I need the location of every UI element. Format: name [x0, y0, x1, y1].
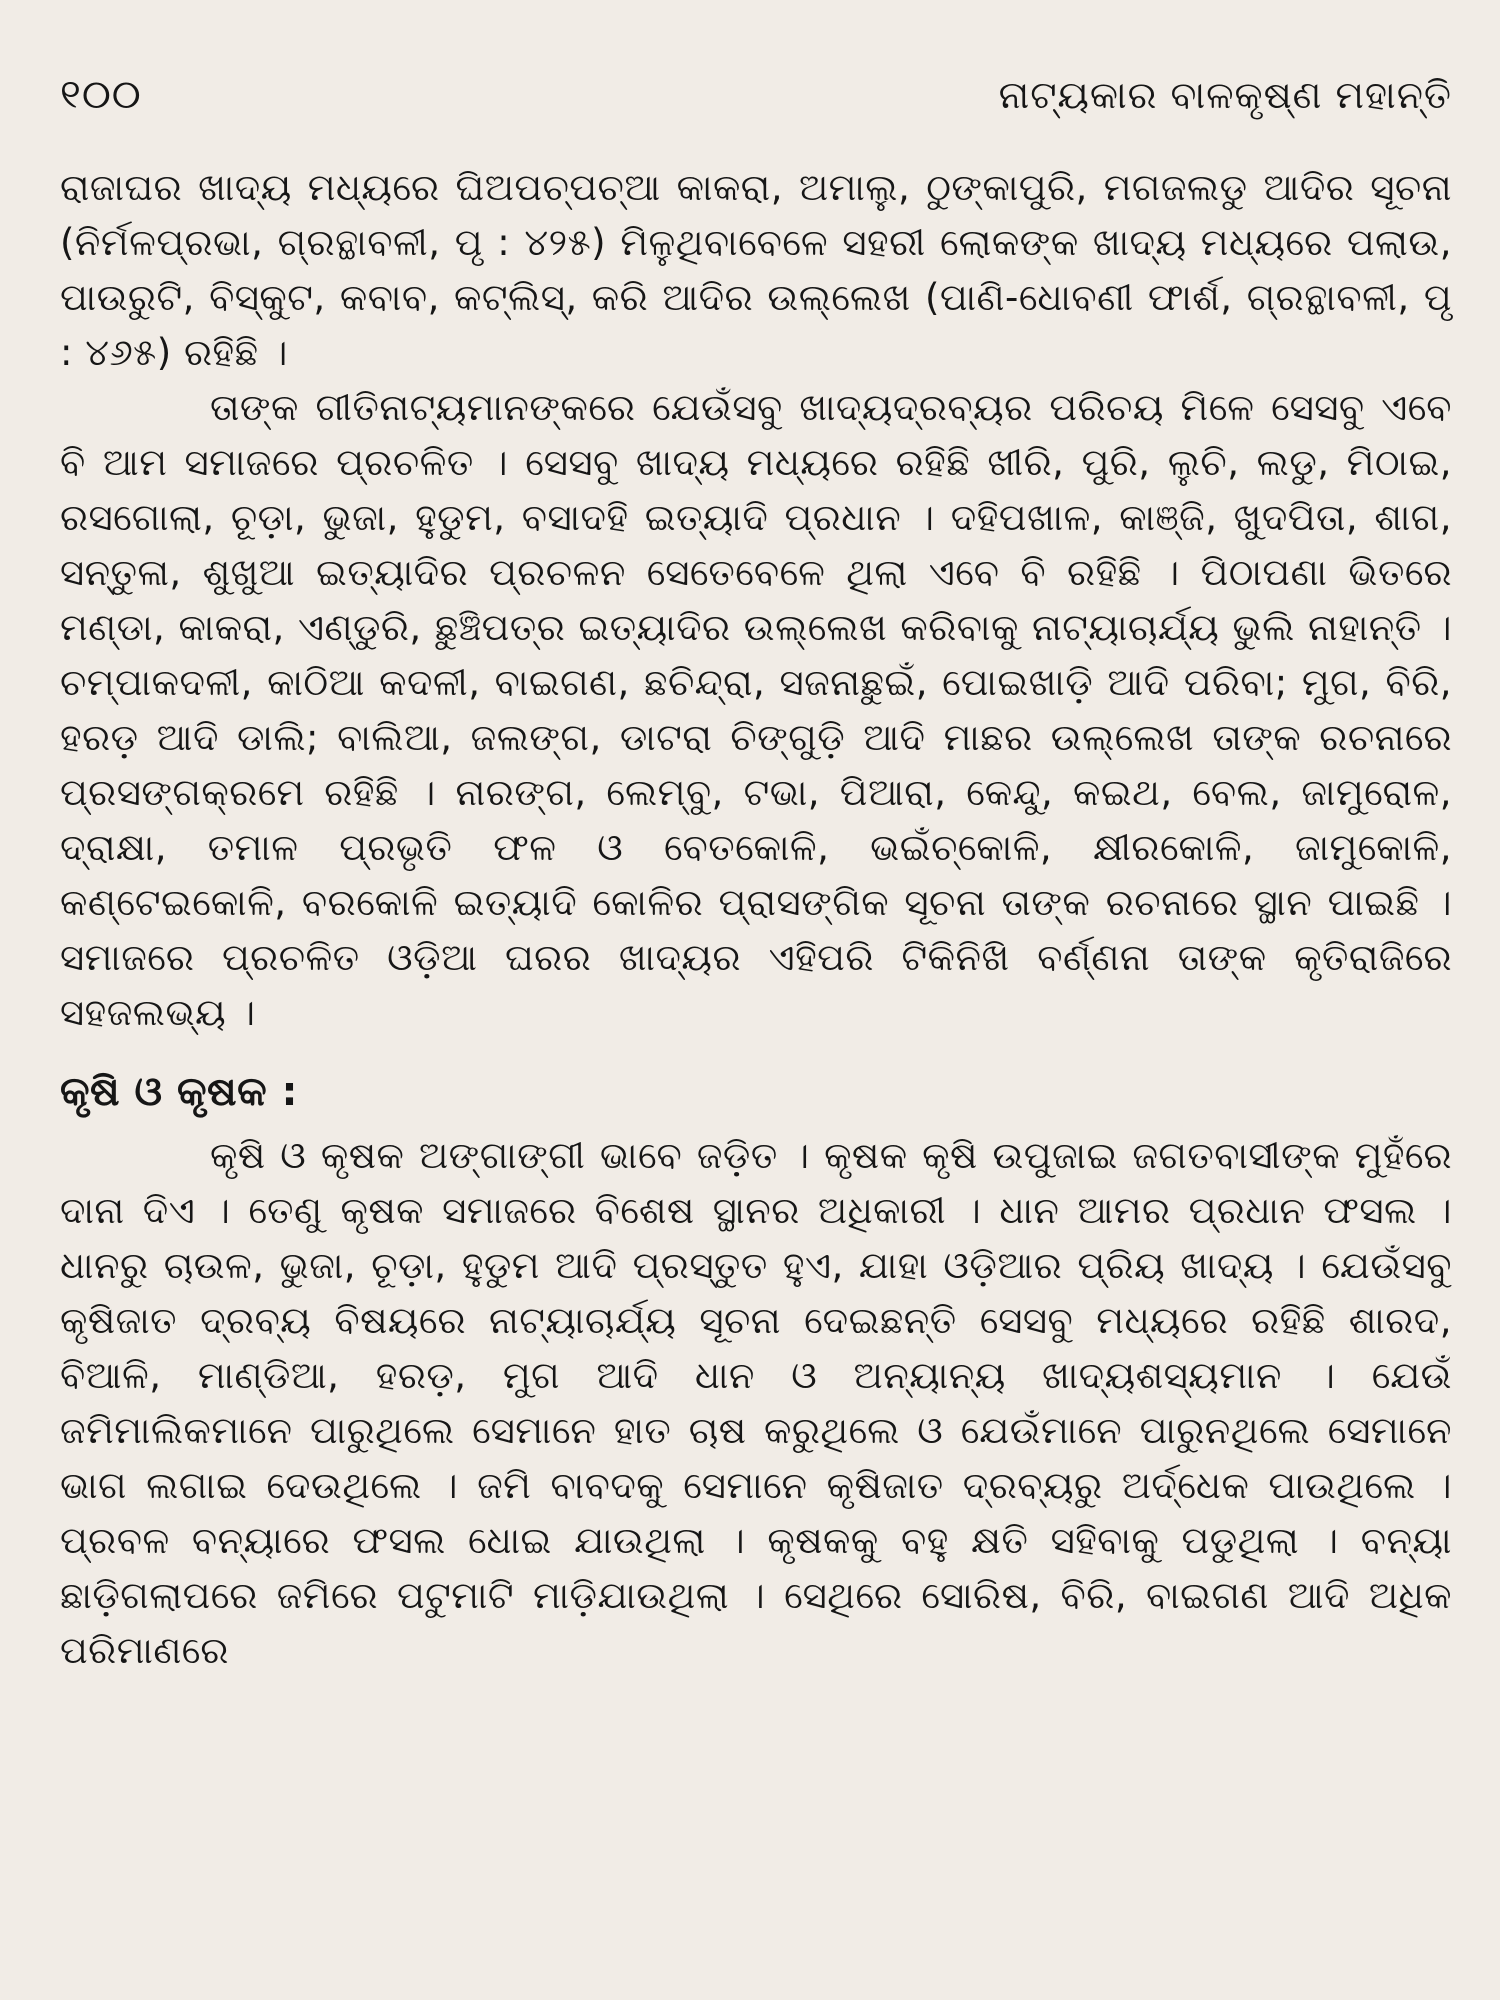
book-title: ନାଟ୍ୟକାର ବାଳକୃଷ୍ଣ ମହାନ୍ତି: [998, 73, 1452, 117]
paragraph-food-items: ତାଙ୍କ ଗୀତିନାଟ୍ୟମାନଙ୍କରେ ଯେଉଁସବୁ ଖାଦ୍ୟଦ୍ରବ୍ୟର ପରିଚୟ ମିଳେ ସେସବୁ ଏବେ ବି ଆମ ସମାଜରେ ପ୍ରଚଳିତ । ସେସବୁ ଖାଦ୍ୟ ମଧ୍ୟରେ ରହିଛି ଖୀରି, ପୁରି, ଲୁଚି, ଲଡୁ, ମିଠାଇ, ରସଗୋଲା, ଚୂଡ଼ା, ଭୁଜା, ହୁଡୁମ, ବସାଦହି ଇତ୍ୟାଦି ପ୍ରଧାନ । ଦହିପଖାଳ, କାଞ୍ଜି, ଖୁଦପିତା, ଶାଗ, ସନ୍ତୁଳା, ଶୁଖୁଆ ଇତ୍ୟାଦିର ପ୍ରଚଳନ ସେତେବେଳେ ଥିଲା ଏବେ ବି ରହିଛି । ପିଠାପଣା ଭିତରେ ମଣ୍ଡା, କାକରା, ଏଣ୍ଡୁରି, ଛୁଞ୍ଚିପତ୍ର ଇତ୍ୟାଦିର ଉଲ୍ଲେଖ କରିବାକୁ ନାଟ୍ୟାଚାର୍ଯ୍ୟ ଭୁଲି ନାହାନ୍ତି । ଚମ୍ପାକଦଳୀ, କାଠିଆ କଦଳୀ, ବାଇଗଣ, ଛଚିନ୍ଦ୍ରା, ସଜନାଛୁଇଁ, ପୋଇଖାଡ଼ି ଆଦି ପରିବା; ମୁଗ, ବିରି, ହରଡ଼ ଆଦି ଡାଲି; ବାଲିଆ, ଜଲଙ୍ଗ, ଡାଟରା ଚିଙ୍ଗୁଡ଼ି ଆଦି ମାଛର ଉଲ୍ଲେଖ ତାଙ୍କ ରଚନାରେ ପ୍ରସଙ୍ଗକ୍ରମେ ରହିଛି । ନାରଙ୍ଗ, ଲେମ୍ବୁ, ଟଭା, ପିଆରା, କେନ୍ଦୁ, କଇଥ, ବେଲ, ଜାମୁରୋଳ, ଦ୍ରାକ୍ଷା, ତମାଳ ପ୍ରଭୃତି ଫଳ ଓ ବେତକୋଳି, ଭଇଁଚ୍‌କୋଳି, କ୍ଷୀରକୋଳି, ଜାମୁକୋଳି, କଣ୍ଟେଇକୋଳି, ବରକୋଳି ଇତ୍ୟାଦି କୋଳିର ପ୍ରାସଙ୍ଗିକ ସୂଚନା ତାଙ୍କ ରଚନାରେ ସ୍ଥାନ ପାଇଛି । ସମାଜରେ ପ୍ରଚଳିତ ଓଡ଼ିଆ ଘରର ଖାଦ୍ୟର ଏହିପରି ଟିକିନିଖି ବର୍ଣ୍ଣନା ତାଙ୍କ କୃତିରାଜିରେ ସହଜଲଭ୍ୟ ।: [60, 386, 1452, 1034]
running-header: [60, 72, 1452, 142]
paragraph-agriculture: କୃଷି ଓ କୃଷକ ଅଙ୍ଗାଙ୍ଗୀ ଭାବେ ଜଡ଼ିତ । କୃଷକ କୃଷି ଉପୁଜାଇ ଜଗତବାସୀଙ୍କ ମୁହଁରେ ଦାନା ଦିଏ । ତେଣୁ କୃଷକ ସମାଜରେ ବିଶେଷ ସ୍ଥାନର ଅଧିକାରୀ । ଧାନ ଆମର ପ୍ରଧାନ ଫସଲ । ଧାନରୁ ଚାଉଳ, ଭୁଜା, ଚୂଡ଼ା, ହୁଡୁମ ଆଦି ପ୍ରସ୍ତୁତ ହୁଏ, ଯାହା ଓଡ଼ିଆର ପ୍ରିୟ ଖାଦ୍ୟ । ଯେଉଁସବୁ କୃଷିଜାତ ଦ୍ରବ୍ୟ ବିଷୟରେ ନାଟ୍ୟାଚାର୍ଯ୍ୟ ସୂଚନା ଦେଇଛନ୍ତି ସେସବୁ ମଧ୍ୟରେ ରହିଛି ଶାରଦ, ବିଆଳି, ମାଣ୍ଡିଆ, ହରଡ଼, ମୁଗ ଆଦି ଧାନ ଓ ଅନ୍ୟାନ୍ୟ ଖାଦ୍ୟଶସ୍ୟମାନ । ଯେଉଁ ଜମିମାଲିକମାନେ ପାରୁଥିଲେ ସେମାନେ ହାତ ଚାଷ କରୁଥିଲେ ଓ ଯେଉଁମାନେ ପାରୁନଥିଲେ ସେମାନେ ଭାଗ ଲଗାଇ ଦେଉଥିଲେ । ଜମି ବାବଦକୁ ସେମାନେ କୃଷିଜାତ ଦ୍ରବ୍ୟରୁ ଅର୍ଦ୍ଧେକ ପାଉଥିଲେ । ପ୍ରବଳ ବନ୍ୟାରେ ଫସଲ ଧୋଇ ଯାଉଥିଲା । କୃଷକକୁ ବହୁ କ୍ଷତି ସହିବାକୁ ପଡୁଥିଲା । ବନ୍ୟା ଛାଡ଼ିଗଲାପରେ ଜମିରେ ପଟୁମାଟି ମାଡ଼ିଯାଉଥିଲା । ସେଥିରେ ସୋରିଷ, ବିରି, ବାଇଗଣ ଆଦି ଅଧିକ ପରିମାଣରେ: [60, 1134, 1452, 1672]
section-heading: କୃଷି ଓ କୃଷକ :: [60, 1069, 299, 1115]
paragraph-royal-food: ରାଜାଘର ଖାଦ୍ୟ ମଧ୍ୟରେ ଘିଅପଚ୍‌ପଚ୍‌ଆ କାକରା, ଅମାଲୁ, ଠୁଙ୍କାପୁରି, ମଗଜଲଡୁ ଆଦିର ସୂଚନା (ନିର୍ମଳପ୍ରଭା, ଗ୍ରନ୍ଥାବଳୀ, ପୃ : ୪୨୫) ମିଳୁଥିବାବେଳେ ସହରୀ ଲୋକଙ୍କ ଖାଦ୍ୟ ମଧ୍ୟରେ ପଲାଉ, ପାଉରୁଟି, ବିସ୍କୁଟ, କବାବ, କଟ୍‌ଲିସ୍, କରି ଆଦିର ଉଲ୍ଲେଖ (ପାଣି-ଧୋବଣୀ ଫାର୍ଶ, ଗ୍ରନ୍ଥାବଳୀ, ପୃ : ୪୬୫) ରହିଛି ।: [60, 166, 1452, 374]
body-text: [60, 160, 1452, 1678]
page-number: ୧୦୦: [60, 72, 142, 118]
